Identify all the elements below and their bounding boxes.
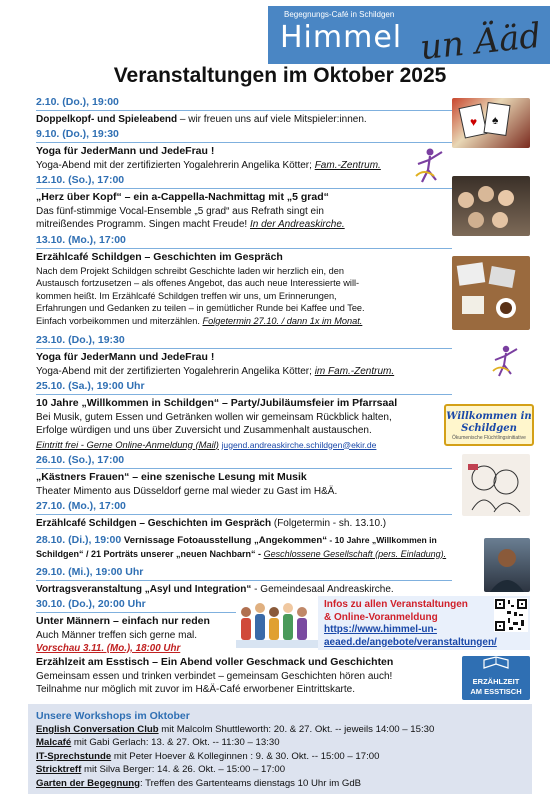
- event-title: Erzählzeit am Esstisch – Ein Abend voller Geschmack und Geschichten: [36, 656, 394, 668]
- workshop-name: Garten der Begegnung: [36, 777, 140, 789]
- event-title: „Herz über Kopf“ – ein a-Cappella-Nachmittag mit „5 grad“: [36, 191, 329, 203]
- workshops-title: Unsere Workshops im Oktober: [36, 710, 190, 722]
- event-title: Erzählcafé Schildgen – Geschichten im Gespräch: [36, 251, 283, 263]
- vocal-ensemble-photo: [452, 176, 530, 236]
- divider: [36, 188, 452, 189]
- erzaehlzeit-badge: [462, 656, 530, 700]
- event-subtitle: - 10 Jahre „Willkommen in: [327, 535, 437, 545]
- event-location: Fam.-Zentrum.: [314, 159, 381, 171]
- event-title: Erzählcafé Schildgen – Geschichten im Gespräch: [36, 518, 272, 529]
- event-text: kommen heißt. Im Erzählcafé Schildgen treffen wir uns, um Erinnerungen,: [36, 290, 337, 301]
- event-note: Geschlossene Gesellschaft (pers. Einladung).: [263, 548, 447, 559]
- qr-code-icon[interactable]: [494, 598, 528, 632]
- event-text: Gemeinsam essen und trinken verbindet – gemeinsam Geschichten hören auch!: [36, 670, 393, 682]
- info-heading-2: & Online-Voranmeldung: [324, 611, 438, 623]
- divider: [36, 468, 452, 469]
- event-date: 2.10. (Do.), 19:00: [36, 96, 119, 108]
- divider: [36, 394, 452, 395]
- event-date: 27.10. (Mo.), 17:00: [36, 500, 126, 512]
- event-location: In der Andreaskirche.: [249, 219, 345, 230]
- event-text: Yoga-Abend mit der zertifizierten Yogalehrerin Angelika Kötter;: [36, 365, 315, 377]
- event-date: 30.10. (Do.), 20:00 Uhr: [36, 598, 146, 610]
- divider: [36, 142, 452, 143]
- event-text: Bei Musik, gutem Essen und Getränken wollen wir gemeinsam Rückblick halten,: [36, 411, 392, 423]
- workshop-name: English Conversation Club: [36, 724, 159, 735]
- workshop-item: [28, 763, 532, 776]
- event-date: 13.10. (Mo.), 17:00: [36, 234, 126, 246]
- playing-cards-image: [452, 98, 530, 148]
- event-erzaehlcafe: [36, 234, 452, 327]
- event-date: 9.10. (Do.), 19:30: [36, 128, 119, 140]
- event-willkommen-party: [36, 380, 452, 452]
- workshop-details: : Treffen des Gartenteams dienstags 10 Uhr im GdB: [139, 777, 362, 789]
- event-date: 29.10. (Mi.), 19:00 Uhr: [36, 566, 144, 578]
- yoga-figure-icon: [412, 146, 446, 184]
- event-yoga-2: [36, 334, 452, 378]
- kaestners-frauen-illustration: [462, 454, 530, 516]
- event-a-cappella: [36, 174, 452, 232]
- event-title: „Kästners Frauen“ – eine szenische Lesung mit Musik: [36, 471, 307, 483]
- event-title: Yoga für JederMann und JedeFrau !: [36, 351, 215, 363]
- event-text: Auch Männer treffen sich gerne mal.: [36, 629, 198, 641]
- header-logo-main: Himmel: [280, 20, 403, 55]
- event-title: Vortragsveranstaltung „Asyl und Integration“: [36, 584, 252, 595]
- event-title: Unter Männern – einfach nur reden: [36, 615, 210, 627]
- event-text: – wir freuen uns auf viele Mitspieler:innen.: [177, 114, 367, 125]
- info-heading: Infos zu allen Veranstaltungen: [324, 599, 468, 610]
- event-date: 25.10. (Sa.), 19:00 Uhr: [36, 380, 145, 392]
- event-unter-maennern: [36, 598, 236, 656]
- workshop-details: mit Malcolm Shuttleworth: 20. & 27. Okt. -- jeweils 14:00 – 15:30: [158, 724, 435, 735]
- event-text: Austausch fortzusetzen – als offenes Angebot, das auch neue Interessierte will-: [36, 278, 360, 288]
- portrait-photo: [484, 538, 530, 592]
- workshops-box: [28, 704, 532, 794]
- event-text: Schildgen“ / 21 Porträts unserer „neuen Nachbarn“ -: [36, 548, 264, 559]
- divider: [36, 110, 452, 111]
- event-title: Yoga für JederMann und JedeFrau !: [36, 145, 215, 157]
- event-date: 23.10. (Do.), 19:30: [36, 334, 125, 346]
- workshop-item: [28, 723, 532, 736]
- event-text: Theater Mimento aus Düsseldorf gerne mal wieder zu Gast im H&Ä.: [36, 485, 338, 497]
- event-date: 26.10. (So.), 17:00: [36, 454, 125, 466]
- workshop-details: mit Silva Berger: 14. & 26. Okt. – 15:00 – 17:00: [81, 764, 286, 776]
- event-title: 10 Jahre „Willkommen in Schildgen“ – Party/Jubiläumsfeier im Pfarrsaal: [36, 397, 398, 409]
- event-text: Erfolge würdigen und uns über Zuversicht und Zusammenhalt austauschen.: [36, 425, 372, 436]
- divider: [36, 612, 236, 613]
- header-subtitle: Begegnungs-Café in Schildgen: [284, 10, 395, 19]
- workshop-name: Stricktreff: [36, 764, 82, 776]
- event-text: Das fünf-stimmige Vocal-Ensemble „5 grad“ aus Refrath singt ein: [36, 205, 324, 217]
- event-text: Erfahrungen und Gedanken zu teilen – in gemütlicher Runde bei Kaffee und Tee.: [36, 303, 365, 313]
- workshop-details: mit Peter Hoever & Kolleginnen : 9. & 30. Okt. -- 15:00 – 17:00: [111, 750, 380, 762]
- page-title: Veranstaltungen im Oktober 2025: [113, 64, 447, 87]
- event-location: im Fam.-Zentrum.: [314, 365, 395, 377]
- header-logo-script: un Ääd: [418, 15, 543, 69]
- group-of-men-illustration: [236, 598, 318, 654]
- event-text: Teilnahme nur möglich mit zuvor im H&Ä-Café erworbener Eintrittskarte.: [36, 684, 355, 695]
- event-registration: Eintritt frei - Gerne Online-Anmeldung (Mail): [36, 438, 219, 450]
- event-asyl-vortrag: [36, 566, 452, 597]
- event-text: (Folgetermin - sh. 13.10.): [271, 518, 387, 529]
- workshop-name: IT-Sprechstunde: [36, 750, 112, 762]
- willkommen-badge-title: Willkommen in Schildgen: [446, 411, 532, 434]
- svg-text:♥: ♥: [470, 115, 478, 129]
- event-text: mitreißendes Programm. Singen macht Freude!: [36, 219, 250, 230]
- workshop-item: [28, 750, 532, 763]
- workshop-item: [28, 777, 532, 790]
- workshop-details: mit Gabi Gerlach: 13. & 27. Okt. -- 11:30 – 13:30: [71, 737, 280, 749]
- event-followup: Folgetermin 27.10. / dann 1x im Monat.: [202, 315, 363, 326]
- book-icon: [462, 656, 530, 672]
- event-kaestners-frauen: [36, 454, 452, 498]
- event-text: - Gemeindesaal Andreaskirche.: [251, 584, 394, 595]
- divider: [36, 580, 452, 581]
- event-erzaehlcafe-2: [36, 500, 452, 531]
- website-link[interactable]: https://www.himmel-un-: [324, 624, 437, 635]
- divider: [36, 348, 452, 349]
- yoga-figure-icon-2: [490, 344, 520, 378]
- divider: [36, 514, 452, 515]
- event-title: Vernissage Fotoausstellung „Angekommen“: [123, 535, 328, 546]
- erzaehlzeit-badge-line2: AM ESSTISCH: [470, 687, 522, 696]
- event-text: Nach dem Projekt Schildgen schreibt Geschichte laden wir herzlich ein, den: [36, 265, 344, 276]
- divider: [36, 248, 452, 249]
- willkommen-badge-subtitle: Ökumenische Flüchtlingsinitiative: [452, 435, 526, 441]
- coffee-photos-image: [452, 256, 530, 330]
- event-vernissage: [36, 534, 452, 561]
- event-text: Yoga-Abend mit der zertifizierten Yogalehrerin Angelika Kötter;: [36, 159, 315, 171]
- event-yoga-1: [36, 128, 452, 172]
- event-preview: Vorschau 3.11. (Mo.), 18:00 Uhr: [36, 643, 181, 654]
- event-date: 12.10. (So.), 17:00: [36, 174, 125, 186]
- event-erzaehlzeit-esstisch: [36, 656, 456, 697]
- event-doppelkopf: [36, 96, 452, 127]
- cards-icon: [452, 98, 530, 148]
- event-text: Einfach vorbeikommen und miterzählen.: [36, 315, 203, 326]
- website-link-2[interactable]: aeaed.de/angebote/veranstaltungen/: [324, 636, 497, 648]
- willkommen-badge: [444, 404, 534, 446]
- workshop-item: [28, 736, 532, 749]
- event-date: 28.10. (Di.), 19:00: [36, 534, 122, 546]
- erzaehlzeit-badge-line1: ERZÄHLZEIT: [472, 677, 520, 686]
- email-link[interactable]: jugend.andreaskirche.schildgen@ekir.de: [221, 439, 377, 450]
- event-title: Doppelkopf- und Spieleabend: [36, 114, 178, 125]
- svg-text:♠: ♠: [492, 113, 499, 127]
- workshop-name: Malcafé: [36, 737, 72, 749]
